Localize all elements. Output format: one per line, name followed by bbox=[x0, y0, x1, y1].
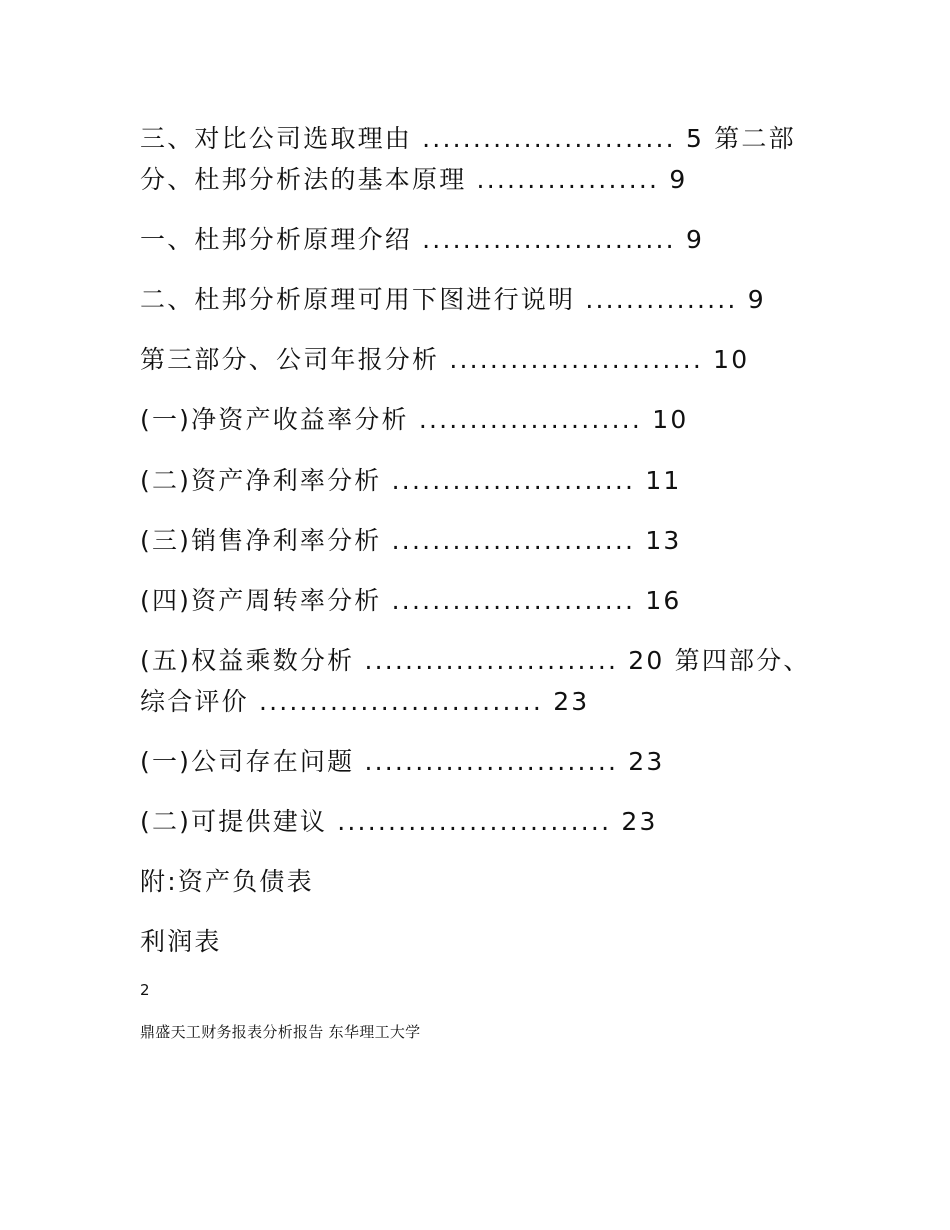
page-number: 2 bbox=[140, 981, 150, 999]
toc-line: 第三部分、公司年报分析 ......................... 10 bbox=[140, 345, 750, 374]
toc-line: (一)公司存在问题 ......................... 23 bbox=[140, 747, 665, 776]
toc-line: (三)销售净利率分析 ........................ 13 bbox=[140, 526, 682, 555]
toc-line: 利润表 bbox=[140, 927, 222, 956]
toc-line: 附:资产负债表 bbox=[140, 867, 314, 896]
toc-line: (二)资产净利率分析 ........................ 11 bbox=[140, 466, 682, 495]
toc-line: 综合评价 ............................ 23 bbox=[140, 687, 590, 716]
running-footer: 鼎盛天工财务报表分析报告 东华理工大学 bbox=[140, 1023, 421, 1041]
toc-line: (五)权益乘数分析 ......................... 20 第四部分、 bbox=[140, 646, 811, 675]
toc-line: 一、杜邦分析原理介绍 ......................... 9 bbox=[140, 225, 705, 254]
toc-line: (一)净资产收益率分析 ...................... 10 bbox=[140, 405, 689, 434]
toc-line: 二、杜邦分析原理可用下图进行说明 ............... 9 bbox=[140, 285, 766, 314]
toc-line: (二)可提供建议 ........................... 23 bbox=[140, 807, 658, 836]
toc-line: 三、对比公司选取理由 ......................... 5 第二部 bbox=[140, 124, 796, 153]
toc-line: (四)资产周转率分析 ........................ 16 bbox=[140, 586, 682, 615]
toc-line: 分、杜邦分析法的基本原理 .................. 9 bbox=[140, 165, 688, 194]
